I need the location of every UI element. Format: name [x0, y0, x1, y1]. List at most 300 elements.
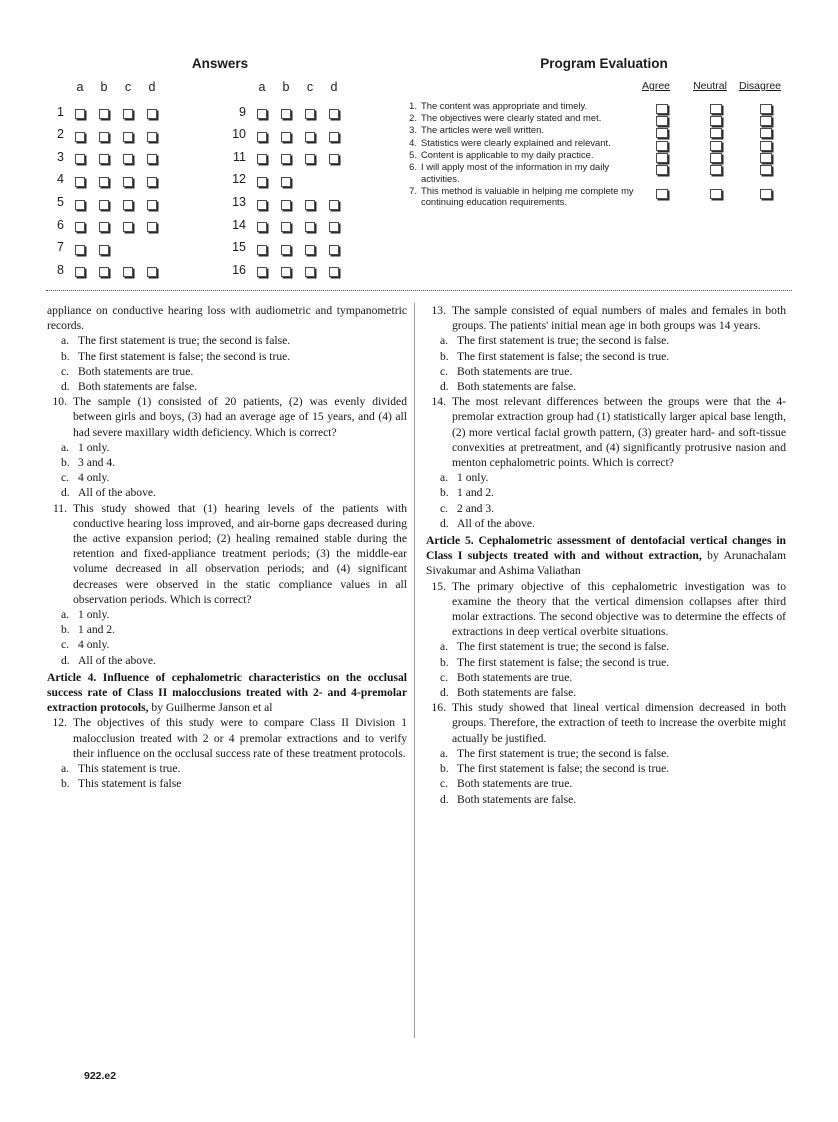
answer-row-number: 8 [57, 262, 64, 277]
question-12-number: 12. [52, 716, 67, 730]
checkbox-icon[interactable] [99, 267, 109, 277]
evaluation-item-text: The articles were well written. [421, 124, 544, 136]
answer-checkbox-2-b[interactable] [98, 129, 110, 143]
choice-key: a. [440, 471, 449, 485]
question-13-choice-a [440, 333, 786, 348]
choice-text: All of the above. [78, 653, 156, 667]
choice-key: c. [61, 471, 70, 485]
article-4-heading [47, 670, 407, 716]
choice-key: d. [440, 686, 449, 700]
choice-key: c. [440, 364, 449, 378]
checkbox-icon[interactable] [710, 165, 722, 175]
evaluation-item-7 [404, 185, 804, 208]
evaluation-item-text: I will apply most of the information in my daily activities. [421, 160, 610, 184]
evaluation-item-text: This method is valuable in helping me complete my continuing education requirements. [421, 184, 634, 208]
answer-checkbox-10-b[interactable] [280, 129, 292, 143]
checkbox-icon[interactable] [99, 154, 109, 164]
question-13-choice-d [440, 379, 786, 394]
answer-checkbox-1-c[interactable] [122, 107, 134, 121]
choice-key: a. [61, 334, 70, 348]
checkbox-icon[interactable] [305, 245, 315, 255]
choice-key: b. [440, 655, 449, 669]
checkbox-icon[interactable] [305, 154, 315, 164]
checkbox-icon[interactable] [329, 132, 339, 142]
program-evaluation-block [404, 56, 804, 208]
answer-checkbox-14-b[interactable] [280, 220, 292, 234]
choice-text: Both statements are false. [457, 380, 577, 394]
answer-checkbox-15-b[interactable] [280, 242, 292, 256]
question-9-choice-c [61, 364, 407, 379]
choice-key: b. [61, 456, 70, 470]
question-15-choice-b [440, 655, 786, 670]
question-16-choice-d [440, 792, 786, 807]
choice-key: b. [440, 486, 449, 500]
question-11-choice-a [61, 607, 407, 622]
answer-row-number: 13 [232, 194, 246, 209]
choice-key: a. [440, 640, 449, 654]
question-11-text: This study showed that (1) hearing levels of the patients with conductive hearing loss improved, and air-borne gaps decreased during the active expansion period; (2) healing remained stable during the retention and fixed-appliance treatment periods; (3) the middle-ear volume decreased in all observation periods; and (4) significant decreases were observed in the static compliance values in all observation periods. Which is correct? [73, 501, 407, 606]
checkbox-icon[interactable] [123, 109, 133, 119]
question-12-text: The objectives of this study were to compare Class II Division 1 malocclusion treated with 2 or 4 premolar extractions and to verify their influence on the occlusal success rate of these treatment protocols. [73, 716, 407, 760]
answer-checkbox-9-a[interactable] [256, 107, 268, 121]
answer-row-16 [226, 261, 376, 284]
question-14-choices [426, 470, 786, 531]
answer-checkbox-1-a[interactable] [74, 107, 86, 121]
evaluation-item-text: The content was appropriate and timely. [421, 100, 588, 111]
checkbox-icon[interactable] [75, 267, 85, 277]
checkbox-icon[interactable] [75, 245, 85, 255]
checkbox-icon[interactable] [99, 177, 109, 187]
scale-header-agree: Agree [641, 80, 671, 92]
checkbox-icon[interactable] [281, 154, 291, 164]
choice-text: The first statement is false; the second is true. [78, 349, 291, 363]
answer-row-number: 15 [232, 240, 246, 255]
answer-checkbox-8-d[interactable] [146, 265, 158, 279]
evaluation-item-3 [404, 124, 804, 136]
question-14-number: 14. [431, 395, 446, 409]
checkbox-icon[interactable] [75, 109, 85, 119]
checkbox-icon[interactable] [99, 222, 109, 232]
evaluation-item-number: 6. [409, 160, 417, 172]
answer-checkbox-10-d[interactable] [328, 129, 340, 143]
checkbox-icon[interactable] [305, 109, 315, 119]
choice-text: 3 and 4. [78, 456, 116, 470]
checkbox-icon[interactable] [257, 267, 267, 277]
evaluation-item-number: 1. [409, 100, 417, 111]
answers-col-label-b: b [100, 80, 108, 94]
choice-text: This statement is false [78, 777, 182, 791]
choice-key: d. [61, 380, 70, 394]
choice-text: The first statement is true; the second is false. [457, 334, 670, 348]
answer-checkbox-6-c[interactable] [122, 220, 134, 234]
answer-row-number: 1 [57, 104, 64, 119]
question-13-text: The sample consisted of equal numbers of males and females in both groups. The patients' initial mean age in both groups was 14 years. [452, 304, 786, 333]
scale-header-disagree: Disagree [738, 80, 782, 92]
checkbox-icon[interactable] [257, 132, 267, 142]
choice-key: b. [61, 777, 70, 791]
answer-checkbox-12-b[interactable] [280, 174, 292, 188]
choice-text: The first statement is true; the second is false. [457, 640, 670, 654]
answer-checkbox-8-a[interactable] [74, 265, 86, 279]
checkbox-icon[interactable] [99, 132, 109, 142]
answer-checkbox-16-d[interactable] [328, 265, 340, 279]
program-evaluation-title: Program Evaluation [540, 56, 668, 71]
checkbox-icon[interactable] [123, 177, 133, 187]
answer-checkbox-15-d[interactable] [328, 242, 340, 256]
answer-checkbox-2-a[interactable] [74, 129, 86, 143]
checkbox-icon[interactable] [281, 267, 291, 277]
question-14-choice-d [440, 516, 786, 531]
choice-text: The first statement is false; the second is true. [457, 349, 670, 363]
scale-header-neutral: Neutral [693, 80, 727, 92]
answer-sheet-band [0, 56, 838, 286]
checkbox-icon[interactable] [75, 154, 85, 164]
checkbox-icon[interactable] [147, 109, 157, 119]
answer-checkbox-4-b[interactable] [98, 174, 110, 188]
horizontal-divider [46, 290, 792, 291]
answer-row-number: 11 [233, 149, 246, 164]
checkbox-icon[interactable] [305, 200, 315, 210]
checkbox-icon[interactable] [257, 200, 267, 210]
evaluation-item-text: The objectives were clearly stated and met. [421, 112, 602, 124]
checkbox-icon[interactable] [123, 222, 133, 232]
article-4-title: Article 4. Influence of cephalometric characteristics on the occlusal success rate of Class II malocclusions treated with 2- and 4-premolar extraction protocols, [47, 670, 407, 715]
question-11-choice-c [61, 637, 407, 652]
answer-checkbox-11-d[interactable] [328, 152, 340, 166]
question-9-choices [47, 333, 407, 394]
answer-row-4 [44, 170, 194, 193]
answer-checkbox-2-d[interactable] [146, 129, 158, 143]
answers-col-label-a: a [258, 80, 266, 94]
checkbox-icon[interactable] [281, 200, 291, 210]
checkbox-icon[interactable] [257, 177, 267, 187]
answer-row-12 [226, 170, 376, 193]
checkbox-icon[interactable] [710, 189, 722, 199]
checkbox-icon[interactable] [305, 132, 315, 142]
question-12 [47, 715, 407, 761]
question-16-choices [426, 746, 786, 807]
answer-checkbox-9-d[interactable] [328, 107, 340, 121]
evaluation-items [404, 100, 804, 209]
answer-checkbox-13-b[interactable] [280, 197, 292, 211]
checkbox-icon[interactable] [281, 245, 291, 255]
answer-checkbox-11-b[interactable] [280, 152, 292, 166]
body-columns [0, 303, 838, 1063]
checkbox-icon[interactable] [257, 109, 267, 119]
evaluation-item-5 [404, 149, 804, 161]
checkbox-icon[interactable] [75, 200, 85, 210]
answers-block [40, 56, 400, 277]
question-16-choice-a [440, 746, 786, 761]
answer-row-number: 6 [57, 217, 64, 232]
question-13 [426, 303, 786, 333]
article-5-title: Article 5. Cephalometric assessment of dentofacial vertical changes in Class I subjects treated with and without extraction, [426, 534, 786, 563]
question-10-choice-d [61, 485, 407, 500]
article-4-byline: by Guilherme Janson et al [148, 701, 273, 715]
answer-checkbox-5-c[interactable] [122, 197, 134, 211]
evaluation-item-number: 4. [409, 136, 417, 148]
checkbox-icon[interactable] [329, 267, 339, 277]
answer-checkbox-2-c[interactable] [122, 129, 134, 143]
choice-text: 1 and 2. [78, 623, 116, 637]
answer-checkbox-6-d[interactable] [146, 220, 158, 234]
answer-checkbox-9-c[interactable] [304, 107, 316, 121]
evaluation-item-text: Statistics were clearly explained and relevant. [421, 136, 611, 148]
question-15-choices [426, 639, 786, 700]
question-10-choice-c [61, 470, 407, 485]
answers-col-label-a: a [76, 80, 84, 94]
answer-checkbox-4-a[interactable] [74, 174, 86, 188]
evaluation-item-4 [404, 137, 804, 149]
evaluation-item-number: 3. [409, 124, 417, 136]
checkbox-icon[interactable] [760, 189, 772, 199]
right-text-column [426, 303, 786, 807]
answer-row-7 [44, 238, 194, 261]
evaluation-item-number: 7. [409, 184, 417, 196]
evaluation-item-6 [404, 161, 804, 184]
question-15 [426, 579, 786, 640]
answer-checkbox-7-a[interactable] [74, 242, 86, 256]
answer-row-number: 5 [57, 194, 64, 209]
answer-checkbox-3-a[interactable] [74, 152, 86, 166]
answer-row-10 [226, 125, 376, 148]
answer-row-6 [44, 216, 194, 239]
left-text-column [47, 303, 407, 792]
checkbox-icon[interactable] [656, 165, 668, 175]
answers-col-label-b: b [282, 80, 290, 94]
question-15-choice-c [440, 670, 786, 685]
checkbox-icon[interactable] [257, 154, 267, 164]
answer-row-number: 9 [239, 104, 246, 119]
question-9-text: appliance on conductive hearing loss with audiometric and tympanometric records. [47, 304, 407, 333]
checkbox-icon[interactable] [329, 200, 339, 210]
evaluation-item-number: 2. [409, 112, 417, 124]
checkbox-icon[interactable] [257, 245, 267, 255]
checkbox-icon[interactable] [99, 200, 109, 210]
question-12-choice-b [61, 776, 407, 791]
answer-checkbox-16-a[interactable] [256, 265, 268, 279]
question-9-choice-b [61, 349, 407, 364]
answer-checkbox-13-c[interactable] [304, 197, 316, 211]
question-11-choices [47, 607, 407, 668]
answer-checkbox-12-a[interactable] [256, 174, 268, 188]
checkbox-icon[interactable] [147, 132, 157, 142]
choice-key: a. [61, 608, 70, 622]
answer-checkbox-3-c[interactable] [122, 152, 134, 166]
answers-grid-left [44, 80, 194, 283]
choice-text: 1 only. [78, 440, 110, 454]
answer-row-number: 10 [232, 127, 246, 142]
checkbox-icon[interactable] [257, 222, 267, 232]
choice-key: d. [61, 653, 70, 667]
checkbox-icon[interactable] [147, 200, 157, 210]
checkbox-icon[interactable] [147, 177, 157, 187]
checkbox-icon[interactable] [305, 222, 315, 232]
answer-row-number: 14 [232, 217, 246, 232]
checkbox-icon[interactable] [305, 267, 315, 277]
answer-checkbox-16-b[interactable] [280, 265, 292, 279]
question-16-text: This study showed that lineal vertical dimension decreased in both groups. Therefore, the extraction of teeth to increase the overbite might actually be justified. [452, 701, 786, 745]
checkbox-icon[interactable] [75, 177, 85, 187]
question-12-choice-a [61, 761, 407, 776]
choice-key: d. [61, 486, 70, 500]
answer-checkbox-13-a[interactable] [256, 197, 268, 211]
answer-checkbox-13-d[interactable] [328, 197, 340, 211]
answer-checkbox-7-b[interactable] [98, 242, 110, 256]
answer-row-number: 7 [57, 240, 64, 255]
page-number: 922.e2 [84, 1070, 117, 1082]
choice-text: The first statement is true; the second is false. [457, 746, 670, 760]
answer-checkbox-10-c[interactable] [304, 129, 316, 143]
question-14 [426, 394, 786, 470]
checkbox-icon[interactable] [123, 200, 133, 210]
answers-col-label-d: d [330, 80, 338, 94]
choice-text: The first statement is true; the second is false. [78, 334, 291, 348]
checkbox-icon[interactable] [75, 222, 85, 232]
answers-column-header-right [226, 80, 376, 103]
article-5-byline: by Arunachalam Sivakumar and Ashima Valiathan [426, 549, 786, 578]
column-divider [414, 303, 415, 1038]
answer-checkbox-14-c[interactable] [304, 220, 316, 234]
checkbox-icon[interactable] [147, 222, 157, 232]
answer-row-number: 2 [57, 127, 64, 142]
answers-col-label-c: c [306, 80, 314, 94]
question-14-choice-c [440, 501, 786, 516]
answer-checkbox-15-a[interactable] [256, 242, 268, 256]
question-10-choice-b [61, 455, 407, 470]
checkbox-icon[interactable] [75, 132, 85, 142]
question-14-choice-b [440, 485, 786, 500]
choice-key: a. [61, 762, 70, 776]
choice-key: d. [440, 792, 449, 806]
answer-checkbox-11-a[interactable] [256, 152, 268, 166]
question-10-choice-a [61, 440, 407, 455]
checkbox-icon[interactable] [760, 165, 772, 175]
checkbox-icon[interactable] [281, 177, 291, 187]
choice-key: c. [440, 777, 449, 791]
answer-row-15 [226, 238, 376, 261]
answer-row-number: 12 [232, 172, 246, 187]
answer-checkbox-6-a[interactable] [74, 220, 86, 234]
choice-key: d. [440, 380, 449, 394]
choice-key: c. [61, 638, 70, 652]
checkbox-icon[interactable] [123, 132, 133, 142]
answer-checkbox-16-c[interactable] [304, 265, 316, 279]
answer-checkbox-1-d[interactable] [146, 107, 158, 121]
choice-text: Both statements are true. [457, 777, 573, 791]
answers-column-header-left [44, 80, 194, 103]
article-5-heading [426, 533, 786, 579]
answer-row-2 [44, 125, 194, 148]
answer-checkbox-8-c[interactable] [122, 265, 134, 279]
evaluation-item-2 [404, 112, 804, 124]
answers-col-label-c: c [124, 80, 132, 94]
answer-checkbox-6-b[interactable] [98, 220, 110, 234]
question-11-choice-b [61, 622, 407, 637]
answer-checkbox-5-b[interactable] [98, 197, 110, 211]
checkbox-icon[interactable] [147, 154, 157, 164]
answer-checkbox-10-a[interactable] [256, 129, 268, 143]
choice-key: a. [440, 334, 449, 348]
checkbox-icon[interactable] [329, 245, 339, 255]
question-9-choice-d [61, 379, 407, 394]
question-11-choice-d [61, 653, 407, 668]
checkbox-icon[interactable] [329, 109, 339, 119]
choice-text: 1 and 2. [457, 486, 495, 500]
question-15-choice-d [440, 685, 786, 700]
answer-checkbox-11-c[interactable] [304, 152, 316, 166]
choice-key: b. [440, 349, 449, 363]
answer-row-9 [226, 103, 376, 126]
answer-checkbox-5-a[interactable] [74, 197, 86, 211]
checkbox-icon[interactable] [281, 109, 291, 119]
answer-checkbox-1-b[interactable] [98, 107, 110, 121]
answer-checkbox-14-d[interactable] [328, 220, 340, 234]
question-16-number: 16. [431, 701, 446, 715]
answer-row-3 [44, 148, 194, 171]
checkbox-icon[interactable] [329, 222, 339, 232]
checkbox-icon[interactable] [656, 189, 668, 199]
answer-checkbox-9-b[interactable] [280, 107, 292, 121]
choice-text: 4 only. [78, 638, 110, 652]
choice-text: Both statements are true. [457, 364, 573, 378]
choice-text: 1 only. [78, 608, 110, 622]
answer-checkbox-4-d[interactable] [146, 174, 158, 188]
question-13-choice-c [440, 364, 786, 379]
evaluation-item-text: Content is applicable to my daily practice. [421, 148, 594, 160]
checkbox-icon[interactable] [99, 109, 109, 119]
answer-checkbox-5-d[interactable] [146, 197, 158, 211]
answer-checkbox-8-b[interactable] [98, 265, 110, 279]
answers-grid-right [226, 80, 376, 283]
question-16-choice-b [440, 761, 786, 776]
checkbox-icon[interactable] [281, 132, 291, 142]
checkbox-icon[interactable] [123, 154, 133, 164]
choice-text: This statement is true. [78, 762, 181, 776]
checkbox-icon[interactable] [281, 222, 291, 232]
answer-checkbox-15-c[interactable] [304, 242, 316, 256]
choice-text: All of the above. [457, 516, 535, 530]
choice-text: The first statement is false; the second is true. [457, 655, 670, 669]
answer-row-11 [226, 148, 376, 171]
question-14-choice-a [440, 470, 786, 485]
answer-checkbox-4-c[interactable] [122, 174, 134, 188]
checkbox-icon[interactable] [147, 267, 157, 277]
answer-row-13 [226, 193, 376, 216]
choice-text: Both statements are false. [457, 792, 577, 806]
choice-key: c. [440, 670, 449, 684]
choice-key: d. [440, 516, 449, 530]
answers-title: Answers [191, 56, 249, 71]
choice-key: a. [61, 440, 70, 454]
question-10-number: 10. [52, 395, 67, 409]
checkbox-icon[interactable] [329, 154, 339, 164]
question-10-choices [47, 440, 407, 501]
choice-text: 2 and 3. [457, 501, 495, 515]
checkbox-icon[interactable] [99, 245, 109, 255]
answer-checkbox-3-d[interactable] [146, 152, 158, 166]
answer-checkbox-3-b[interactable] [98, 152, 110, 166]
choice-text: The first statement is false; the second is true. [457, 762, 670, 776]
checkbox-icon[interactable] [123, 267, 133, 277]
answer-row-5 [44, 193, 194, 216]
answer-checkbox-14-a[interactable] [256, 220, 268, 234]
question-13-choices [426, 333, 786, 394]
answer-row-14 [226, 216, 376, 239]
question-12-choices [47, 761, 407, 791]
choice-key: b. [440, 762, 449, 776]
choice-key: c. [61, 364, 70, 378]
